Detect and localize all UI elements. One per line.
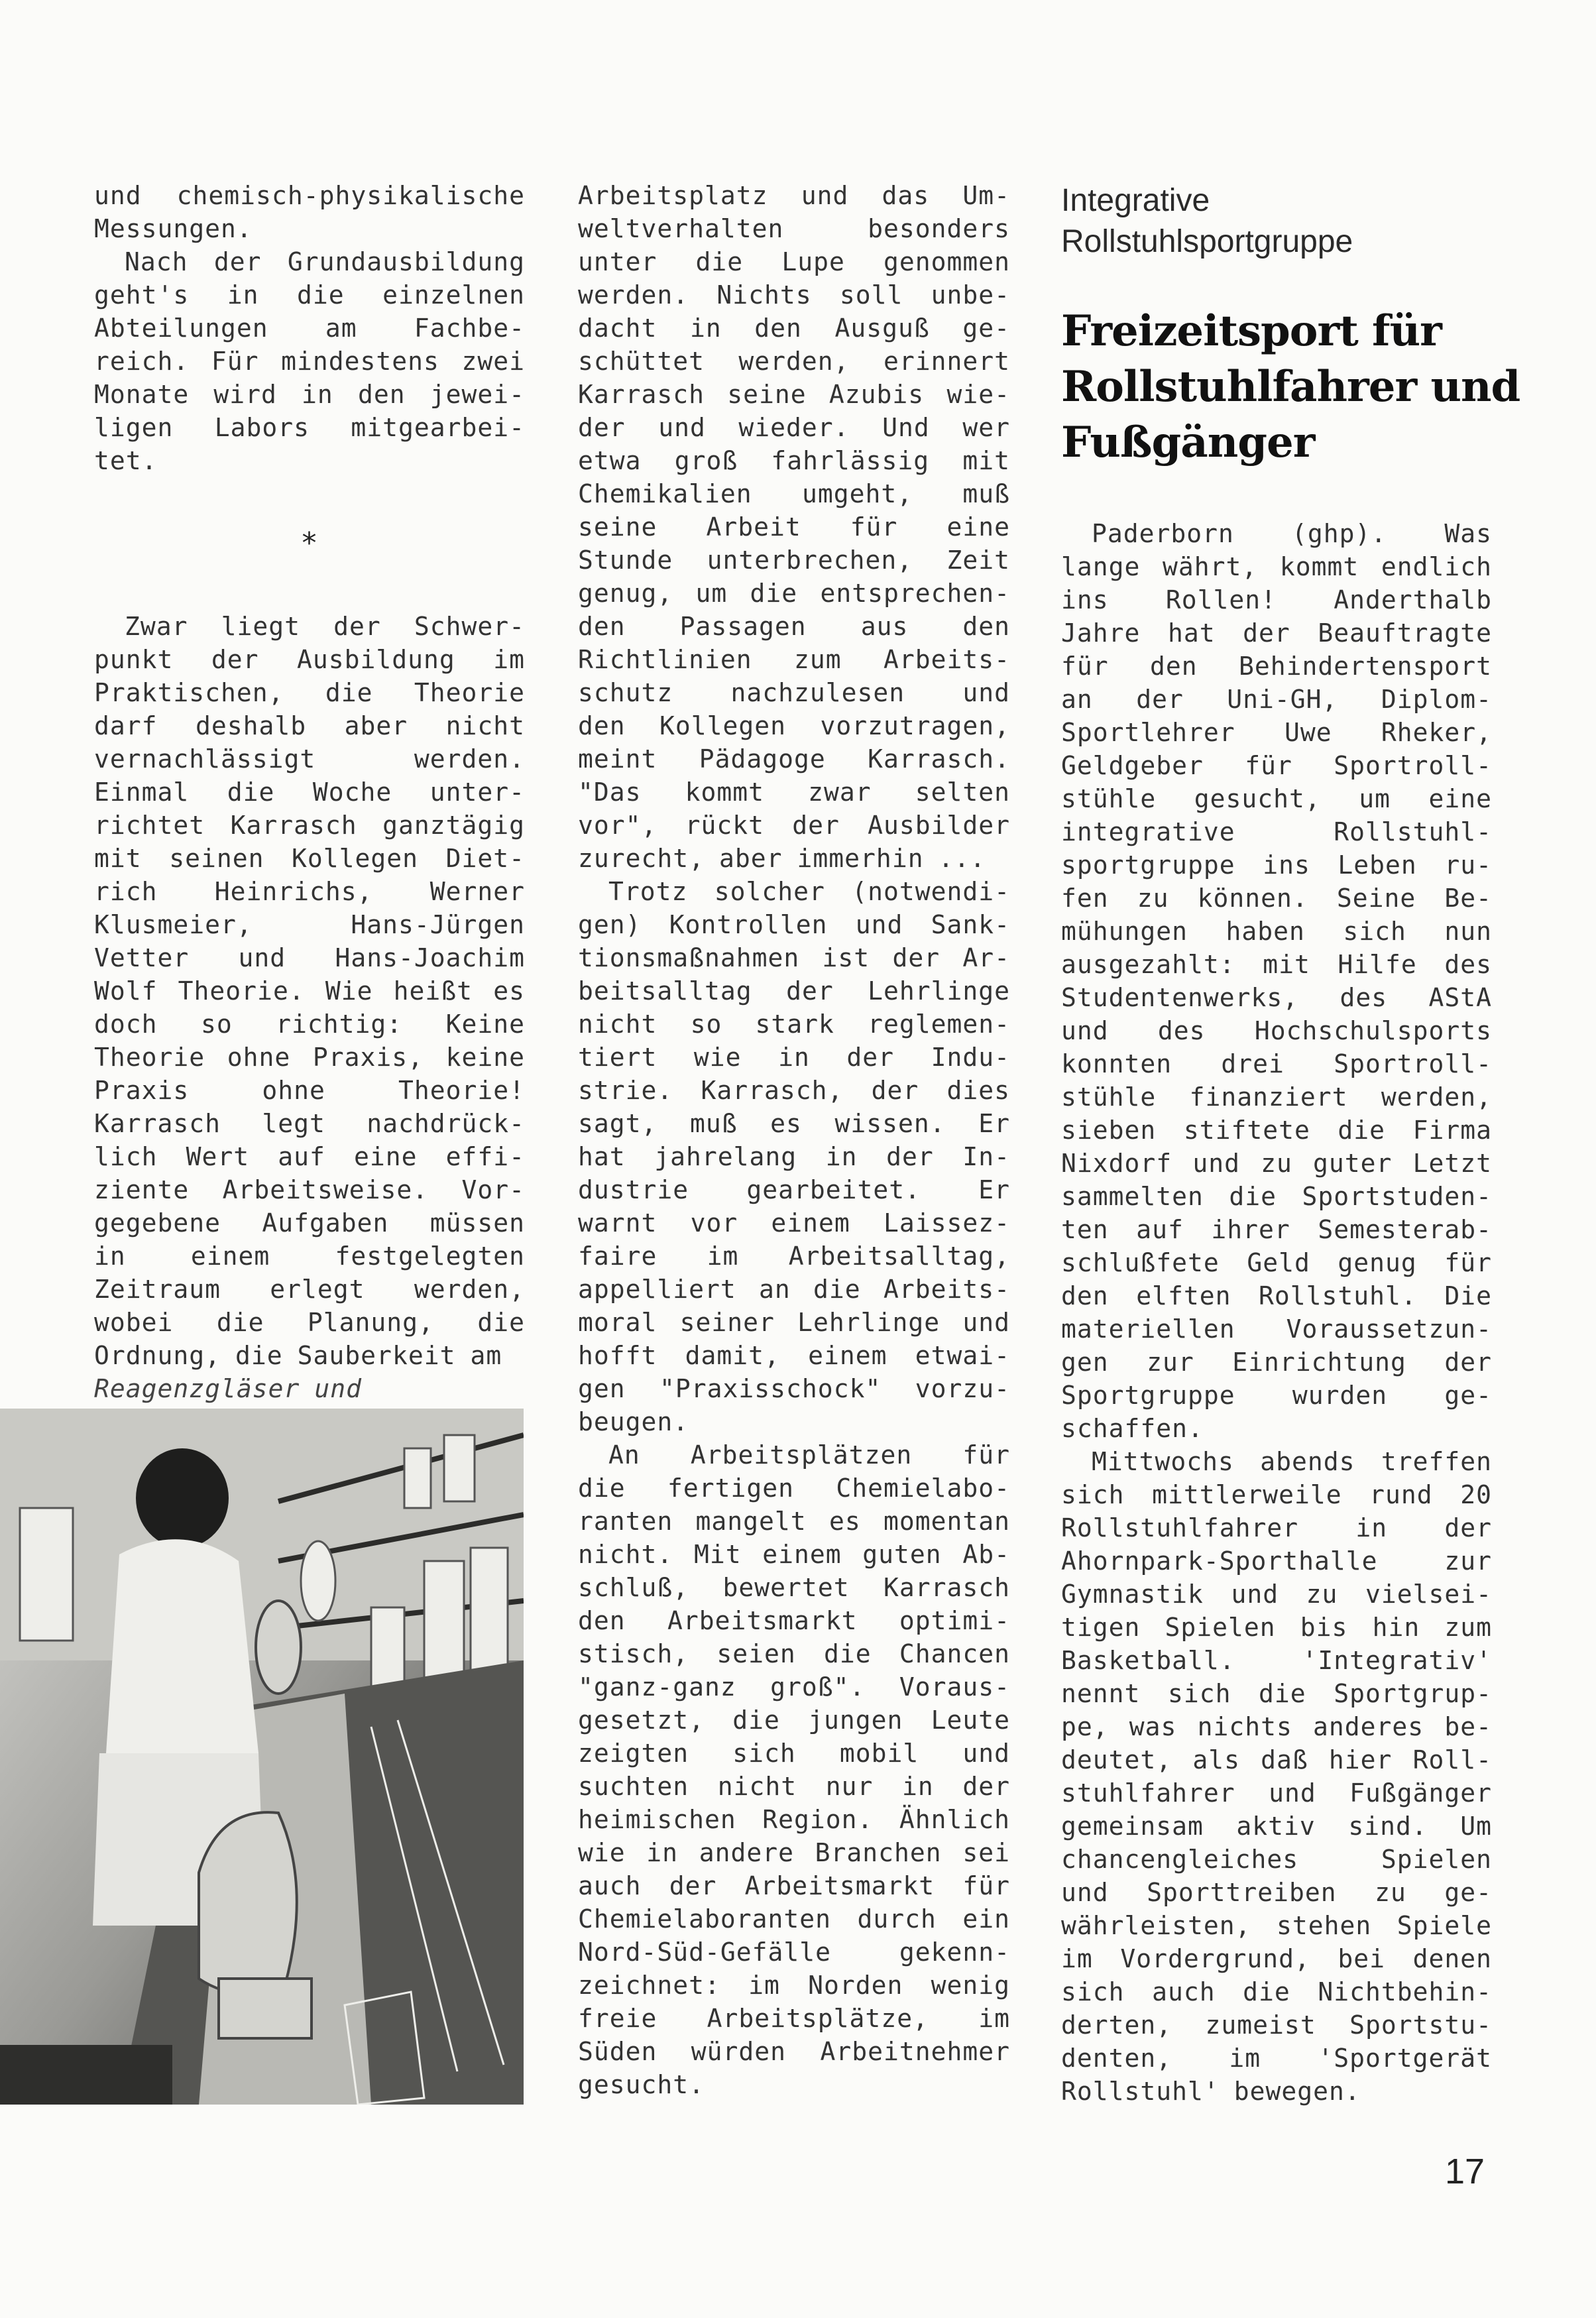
text-line: der und wieder. Und wer xyxy=(578,413,1010,442)
text-line: Gymnastik und zu vielsei- xyxy=(1061,1580,1492,1609)
text-line: schlußfete Geld genug für xyxy=(1061,1248,1492,1277)
text-line: Einmal die Woche unter- xyxy=(94,778,525,807)
text-line: ins Rollen! Anderthalb xyxy=(1061,585,1492,614)
text-line: wobei die Planung, die xyxy=(94,1308,525,1337)
text-line: mit seinen Kollegen Diet- xyxy=(94,844,525,873)
text-line: weltverhalten besonders xyxy=(578,214,1010,243)
text-line: heimischen Region. Ähnlich xyxy=(578,1805,1010,1834)
text-line: stisch, seien die Chancen xyxy=(578,1639,1010,1668)
text-line: mühungen haben sich nun xyxy=(1061,917,1492,946)
text-line: unter die Lupe genommen xyxy=(578,247,1010,276)
text-line: reich. Für mindestens zwei xyxy=(94,347,525,376)
text-line: Klusmeier, Hans-Jürgen xyxy=(94,910,525,939)
col3-paragraph-1 xyxy=(1061,517,1492,1445)
text-line: Sportlehrer Uwe Rheker, xyxy=(1061,718,1492,747)
text-line: stühle finanziert werden, xyxy=(1061,1082,1492,1112)
text-line: Abteilungen am Fachbe- xyxy=(94,314,525,343)
text-line: den Arbeitsmarkt optimi- xyxy=(578,1606,1010,1635)
col2-paragraph-2 xyxy=(578,875,1010,1438)
text-line: beugen. xyxy=(578,1407,689,1436)
column-2 xyxy=(578,179,1010,2101)
text-line: werden. Nichts soll unbe- xyxy=(578,280,1010,310)
text-line: Richtlinien zum Arbeits- xyxy=(578,645,1010,674)
text-line: richtet Karrasch ganztägig xyxy=(94,811,525,840)
text-line: Stunde unterbrechen, Zeit xyxy=(578,546,1010,575)
text-line: Paderborn (ghp). Was xyxy=(1092,519,1492,548)
text-line: Nord-Süd-Gefälle gekenn- xyxy=(578,1938,1010,1967)
text-line: tionsmaßnahmen ist der Ar- xyxy=(578,943,1010,972)
col2-paragraph-3 xyxy=(578,1438,1010,2101)
text-line: warnt vor einem Laissez- xyxy=(578,1208,1010,1238)
text-line: doch so richtig: Keine xyxy=(94,1010,525,1039)
col3-paragraph-2 xyxy=(1061,1445,1492,2108)
text-line: Ahornpark-Sporthalle zur xyxy=(1061,1546,1492,1576)
text-line: tet. xyxy=(94,446,158,475)
article-kicker xyxy=(1061,180,1525,262)
text-line: gen) Kontrollen und Sank- xyxy=(578,910,1010,939)
headline-line: Rollstuhlfahrer und xyxy=(1061,362,1520,412)
col1-paragraph-2 xyxy=(94,245,525,477)
text-line: An Arbeitsplätzen für xyxy=(608,1440,1010,1470)
text-line: integrative Rollstuhl- xyxy=(1061,817,1492,846)
text-line: chancengleiches Spielen xyxy=(1061,1845,1492,1874)
text-line: Messungen. xyxy=(94,214,253,243)
text-line: geht's in die einzelnen xyxy=(94,280,525,310)
column-1 xyxy=(94,179,525,1438)
article-headline xyxy=(1061,304,1538,471)
text-line: genug, um die entsprechen- xyxy=(578,579,1010,608)
text-line: Studentenwerks, des AStA xyxy=(1061,983,1492,1012)
text-line: Chemielaboranten durch ein xyxy=(578,1904,1010,1934)
text-line: Praxis ohne Theorie! xyxy=(94,1076,525,1105)
text-line: Praktischen, die Theorie xyxy=(94,678,525,707)
kicker-line: Rollstuhlsportgruppe xyxy=(1061,224,1353,259)
text-line: vor", rückt der Ausbilder xyxy=(578,811,1010,840)
text-line: Rollstuhl' bewegen. xyxy=(1061,2077,1361,2106)
text-line: Rollstuhlfahrer in der xyxy=(1061,1513,1492,1542)
text-line: ausgezahlt: mit Hilfe des xyxy=(1061,950,1492,979)
text-line: zeichnet: im Norden wenig xyxy=(578,1971,1010,2000)
text-line: sich auch die Nichtbehin- xyxy=(1061,1977,1492,2006)
text-line: gemeinsam aktiv sind. Um xyxy=(1061,1812,1492,1841)
text-line: Trotz solcher (notwendi- xyxy=(608,877,1010,906)
text-line: hat jahrelang in der In- xyxy=(578,1142,1010,1171)
text-line: etwa groß fahrlässig mit xyxy=(578,446,1010,475)
text-line: dacht in den Ausguß ge- xyxy=(578,314,1010,343)
page-number: 17 xyxy=(1445,2152,1485,2191)
headline-line: Freizeitsport für xyxy=(1061,306,1442,356)
text-line: rich Heinrichs, Werner xyxy=(94,877,525,906)
text-line: pe, was nichts anderes be- xyxy=(1061,1712,1492,1741)
text-line: stuhlfahrer und Fußgänger xyxy=(1061,1778,1492,1808)
text-line: schaffen. xyxy=(1061,1414,1204,1443)
text-line: gegebene Aufgaben müssen xyxy=(94,1208,525,1238)
text-line: und des Hochschulsports xyxy=(1061,1016,1492,1045)
text-line: Sportgruppe wurden ge- xyxy=(1061,1381,1492,1410)
text-line: schüttet werden, erinnert xyxy=(578,347,1010,376)
text-line: tigen Spielen bis hin zum xyxy=(1061,1613,1492,1642)
text-line: sieben stiftete die Firma xyxy=(1061,1116,1492,1145)
text-line: ranten mangelt es momentan xyxy=(578,1507,1010,1536)
text-line: nicht so stark reglemen- xyxy=(578,1010,1010,1039)
text-line: "Das kommt zwar selten xyxy=(578,778,1010,807)
text-line: darf deshalb aber nicht xyxy=(94,711,525,740)
lab-photo xyxy=(0,1409,524,2105)
text-line: stühle gesucht, um eine xyxy=(1061,784,1492,813)
text-line: zeigten sich mobil und xyxy=(578,1739,1010,1768)
text-line: gesucht. xyxy=(578,2070,705,2099)
text-line: strie. Karrasch, der dies xyxy=(578,1076,1010,1105)
text-line: fen zu können. Seine Be- xyxy=(1061,884,1492,913)
text-line: und chemisch-physikalische xyxy=(94,181,525,210)
text-line: ten auf ihrer Semesterab- xyxy=(1061,1215,1492,1244)
text-line: Zeitraum erlegt werden, xyxy=(94,1275,525,1304)
section-separator: * xyxy=(302,526,317,560)
text-line: nennt sich die Sportgrup- xyxy=(1061,1679,1492,1708)
headline-line: Fußgänger xyxy=(1061,418,1315,467)
text-line: die fertigen Chemielabo- xyxy=(578,1474,1010,1503)
text-line: Reagenzgläser und xyxy=(94,1374,363,1403)
text-line: auch der Arbeitsmarkt für xyxy=(578,1871,1010,1900)
text-line: an der Uni-GH, Diplom- xyxy=(1061,685,1492,714)
text-line: lange währt, kommt endlich xyxy=(1061,552,1492,581)
text-line: gen "Praxisschock" vorzu- xyxy=(578,1374,1010,1403)
text-line: Nixdorf und zu guter Letzt xyxy=(1061,1149,1492,1178)
text-line: wie in andere Branchen sei xyxy=(578,1838,1010,1867)
text-line: derten, zumeist Sportstu- xyxy=(1061,2010,1492,2040)
text-line: nicht. Mit einem guten Ab- xyxy=(578,1540,1010,1569)
text-line: schutz nachzulesen und xyxy=(578,678,1010,707)
text-line: Nach der Grundausbildung xyxy=(125,247,525,276)
text-line: ligen Labors mitgearbei- xyxy=(94,413,525,442)
text-line: den Kollegen vorzutragen, xyxy=(578,711,1010,740)
text-line: beitsalltag der Lehrlinge xyxy=(578,976,1010,1006)
text-line: seine Arbeit für eine xyxy=(578,512,1010,542)
text-line: Karrasch seine Azubis wie- xyxy=(578,380,1010,409)
text-line: tiert wie in der Indu- xyxy=(578,1043,1010,1072)
text-line: Zwar liegt der Schwer- xyxy=(125,612,525,641)
text-line: Chemikalien umgeht, muß xyxy=(578,479,1010,508)
text-line: Basketball. 'Integrativ' xyxy=(1061,1646,1492,1675)
text-line: sportgruppe ins Leben ru- xyxy=(1061,850,1492,880)
text-line: sich mittlerweile rund 20 xyxy=(1061,1480,1492,1509)
text-line: in einem festgelegten xyxy=(94,1242,525,1271)
col1-paragraph-1 xyxy=(94,179,525,245)
text-line: Geldgeber für Sportroll- xyxy=(1061,751,1492,780)
text-line: Arbeitsplatz und das Um- xyxy=(578,181,1010,210)
text-line: ziente Arbeitsweise. Vor- xyxy=(94,1175,525,1204)
text-line: faire im Arbeitsalltag, xyxy=(578,1242,1010,1271)
text-line: sagt, muß es wissen. Er xyxy=(578,1109,1010,1138)
column-3 xyxy=(1061,517,1492,2108)
text-line: punkt der Ausbildung im xyxy=(94,645,525,674)
text-line: appelliert an die Arbeits- xyxy=(578,1275,1010,1304)
text-line: gen zur Einrichtung der xyxy=(1061,1348,1492,1377)
text-line: Theorie ohne Praxis, keine xyxy=(94,1043,525,1072)
col1-paragraph-3 xyxy=(94,610,525,1372)
text-line: gesetzt, die jungen Leute xyxy=(578,1706,1010,1735)
text-line: im Vordergrund, bei denen xyxy=(1061,1944,1492,1973)
text-line: materiellen Voraussetzun- xyxy=(1061,1314,1492,1344)
text-line: meint Pädagoge Karrasch. xyxy=(578,744,1010,774)
text-line: lich Wert auf eine effi- xyxy=(94,1142,525,1171)
text-line: hofft damit, einem etwai- xyxy=(578,1341,1010,1370)
text-line: den Passagen aus den xyxy=(578,612,1010,641)
text-line: Monate wird in den jewei- xyxy=(94,380,525,409)
text-line: Jahre hat der Beauftragte xyxy=(1061,618,1492,648)
col2-paragraph-1 xyxy=(578,179,1010,875)
text-line: Mittwochs abends treffen xyxy=(1092,1447,1492,1476)
text-line: Wolf Theorie. Wie heißt es xyxy=(94,976,525,1006)
text-line: vernachlässigt werden. xyxy=(94,744,525,774)
text-line: "ganz-ganz groß". Voraus- xyxy=(578,1672,1010,1702)
text-line: denten, im 'Sportgerät xyxy=(1061,2044,1492,2073)
text-line: konnten drei Sportroll- xyxy=(1061,1049,1492,1078)
text-line: deutet, als daß hier Roll- xyxy=(1061,1745,1492,1774)
text-line: und Sporttreiben zu ge- xyxy=(1061,1878,1492,1907)
text-line: zurecht, aber immerhin ... xyxy=(578,844,986,873)
text-line: moral seiner Lehrlinge und xyxy=(578,1308,1010,1337)
text-line: sammelten die Sportstuden- xyxy=(1061,1182,1492,1211)
text-line: Süden würden Arbeitnehmer xyxy=(578,2037,1010,2066)
text-line: währleisten, stehen Spiele xyxy=(1061,1911,1492,1940)
text-line: den elften Rollstuhl. Die xyxy=(1061,1281,1492,1310)
text-line: Vetter und Hans-Joachim xyxy=(94,943,525,972)
text-line: für den Behindertensport xyxy=(1061,652,1492,681)
text-line: freie Arbeitsplätze, im xyxy=(578,2004,1010,2033)
text-line: Ordnung, die Sauberkeit am xyxy=(94,1341,502,1370)
text-line: schluß, bewertet Karrasch xyxy=(578,1573,1010,1602)
kicker-line: Integrative xyxy=(1061,183,1210,218)
text-line: dustrie gearbeitet. Er xyxy=(578,1175,1010,1204)
text-line: Karrasch legt nachdrück- xyxy=(94,1109,525,1138)
text-line: suchten nicht nur in der xyxy=(578,1772,1010,1801)
